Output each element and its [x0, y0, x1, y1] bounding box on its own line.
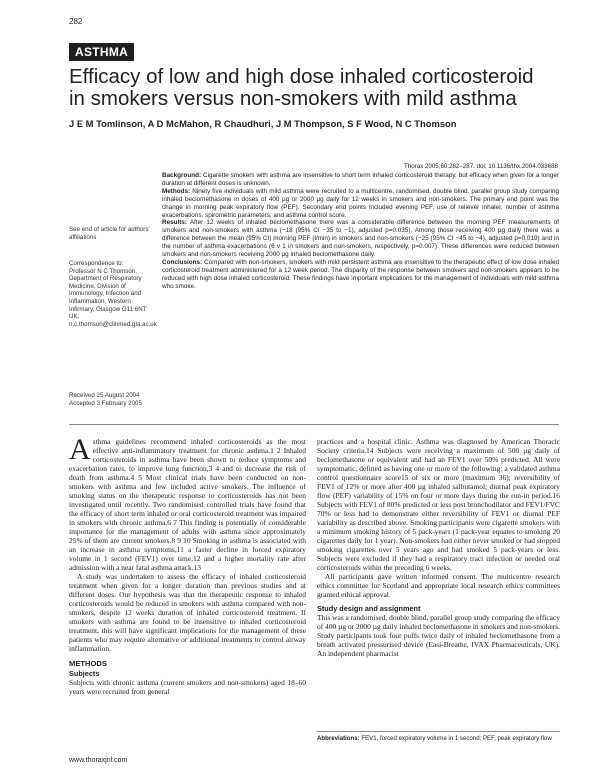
methods-heading: METHODS — [69, 659, 107, 668]
intro-paragraph — [69, 433, 306, 572]
abstract-results-text: After 12 weeks of inhaled beclomethasone there was a considerable difference between the morning PEF measurements of smokers and non-smokers with asthma (−18 (95% CI −35 to −1), adjusted p=0.035). Among those receiving 400 µg daily there was a difference between the mean (95% CI) morning PEF (l/min) in smokers and non-smokers (−25 (95% CI −45 to −4), adjusted p=0.019) and in the number of asthma exacerbations (6 v 1 in smokers and non-smokers, respectively, p=0.007). These differences were reduced between smokers and non-smokers receiving 2000 µg inhaled beclomethasone daily. — [162, 219, 559, 259]
section-tag: ASTHMA — [69, 43, 134, 61]
abstract-methods-label: Methods: — [162, 187, 191, 195]
abbreviations-box — [317, 731, 560, 743]
intro-text: sthma guidelines recommend inhaled corticosteroids as the most effective anti-inflammatory treatment for chronic asthma.1 2 Inhaled corticosteroids in asthma have been shown to reduce symptoms and exacerbation rates, to improve lung function,3 4 and to decrease the risk of death from asthma.4 5 Most clinical trials have been conducted on non-smokers with asthma and few included active smokers. The influence of smoking status on the therapeutic response to corticosteroids has not been investigated until recently. Two randomised controlled trials have found that the efficacy of short term inhaled or oral corticosteroid treatment was impaired in smokers with chronic asthma.6 7 This finding is potentially of considerable importance for the management of adults with asthma since approximately 25% of them are current smokers.8 9 10 Smoking in asthma is associated with an increase in asthma symptoms,11 a faster decline in forced expiratory volume in 1 second (FEV1) over time,12 and a higher mortality rate after admission with a near fatal asthma attack.13 — [69, 437, 306, 572]
abstract-background-text: Cigarette smokers with asthma are insensitive to short term inhaled corticosteroid therapy, but efficacy when given for a longer duration at different doses is unknown. — [162, 172, 559, 187]
subjects-heading: Subjects — [69, 669, 100, 678]
body-column-left — [69, 433, 306, 696]
abstract-results — [162, 219, 559, 259]
subjects-paragraph: Subjects with chronic asthma (current smokers and non-smokers) aged 18–60 years were recruited from general — [69, 678, 306, 696]
citation-line: Thorax 2005;60:282–287. doi: 10.1136/thx.2004.033688 — [403, 163, 558, 170]
abstract — [162, 172, 559, 291]
body-column-right — [317, 437, 560, 658]
abstract-results-label: Results: — [162, 219, 188, 227]
drop-cap: A — [69, 433, 91, 466]
abstract-conclusions-label: Conclusions: — [162, 258, 203, 266]
dates-note — [69, 392, 151, 407]
design-heading: Study design and assignment — [317, 604, 421, 613]
abbreviations-text: FEV1, forced expiratory volume in 1 second; PEF, peak expiratory flow — [361, 735, 552, 742]
author-list: J E M Tomlinson, A D McMahon, R Chaudhuri, J M Thompson, S F Wood, N C Thomson — [69, 118, 457, 129]
study-aim-paragraph: A study was undertaken to assess the efficacy of inhaled corticosteroid treatment when given for a longer duration than previous studies and at different doses. Our hypothesis was that the therapeutic response to inhaled corticosteroids would be reduced in smokers with asthma compared with non-smokers, despite 12 weeks duration of inhaled corticosteroid treatment. If smokers with asthma are found to be insensitive to inhaled corticosteroid treatment, this will have significant implications for the management of these patients who may require alternative or additional treatments to control airway inflammation. — [69, 572, 306, 653]
abstract-background-label: Background: — [162, 172, 202, 179]
received-date: Received 25 August 2004 — [69, 392, 140, 399]
divider-rule — [69, 424, 559, 425]
accepted-date: Accepted 3 February 2005 — [69, 399, 142, 407]
abstract-methods-text: Ninety five individuals with mild asthma were recruited to a multicentre, randomised, double blind, parallel group study comparing inhaled beclomethasone in doses of 400 µg or 2000 µg daily for 12 weeks in smokers and non-smokers. The primary end point was the change in morning peak expiratory flow (PEF). Secondary end points included evening PEF, use of reliever inhaler, number of asthma exacerbations, spirometric parameters, and asthma control score. — [162, 187, 559, 219]
subjects-continued-paragraph: practices and a hospital clinic. Asthma was diagnosed by American Thoracic Society criteria.14 Subjects were receiving a maximum of 500 µg daily of beclomethasone or equivalent and had an FEV1 over 50% predicted. All were symptomatic, defined as having one or more of the following: a validated asthma control questionnaire score15 of six or more (maximum 36); reversibility of FEV1 of 12% or more after 400 µg inhaled salbutamol; diurnal peak expiratory flow (PEF) variability of 15% on four or more days during the run-in period.16 Subjects with FEV1 of 80% predicted or less post bronchodilator and FEV1/FVC 70% or less had to demonstrate either reversibility of FEV1 or diurnal PEF variability as described above. Smoking participants were cigarette smokers with a minimum smoking history of 5 pack-years (1 pack-year equates to smoking 20 cigarettes daily for 1 year). Non-smokers had either never smoked or had stopped smoking cigarettes over 5 years ago and had smoked 5 pack-years or less. Subjects were excluded if they had a respiratory tract infection or needed oral corticosteroids within the preceding 6 weeks. — [317, 437, 560, 572]
correspondence-text: Correspondence to: Professor N C Thomson, Department of Respiratory Medicine, Division of Immunology, Infection and Inflammation, Western Infirmary, Glasgow G11 6NT UK; n.c.thomson@clinmed.gla.ac.uk — [69, 260, 157, 328]
correspondence-note — [69, 260, 157, 328]
affiliations-text: See end of article for authors' affiliations — [69, 226, 150, 241]
affiliations-note — [69, 226, 151, 241]
footer-url-link[interactable]: www.thoraxjnl.com — [69, 757, 128, 764]
article-title: Efficacy of low and high dose inhaled corticosteroid in smokers versus non-smokers with mild asthma — [69, 65, 534, 110]
abbreviations-label: Abbreviations: — [317, 735, 360, 742]
design-paragraph: This was a randomised, double blind, parallel group study comparing the efficacy of 400 µg or 2000 µg daily inhaled beclomethasone in smokers and non-smokers. Study participants took four puffs twice daily of inhaled beclomethasone from a breath activated pressurised device (Easi-Breathe, IVAX Pharmaceuticals, UK). An independent pharmacist — [317, 613, 561, 658]
abstract-conclusions-text: Compared with non-smokers, smokers with mild persistent asthma are insensitive to the therapeutic effect of low dose inhaled corticosteroid treatment administered for a 12 week period. The disparity of the response between smokers and non-smokers appears to be reduced with high dose inhaled corticosteroid. These findings have important implications for the management of individuals with mild asthma who smoke. — [162, 258, 560, 290]
abstract-methods — [162, 188, 559, 220]
abstract-background — [162, 172, 559, 188]
abstract-conclusions — [162, 259, 559, 291]
page-number: 282 — [69, 17, 83, 26]
consent-paragraph: All participants gave written informed consent. The multicentre research ethics committee for Scotland and appropriate local research ethics committees granted ethical approval. — [317, 572, 560, 599]
